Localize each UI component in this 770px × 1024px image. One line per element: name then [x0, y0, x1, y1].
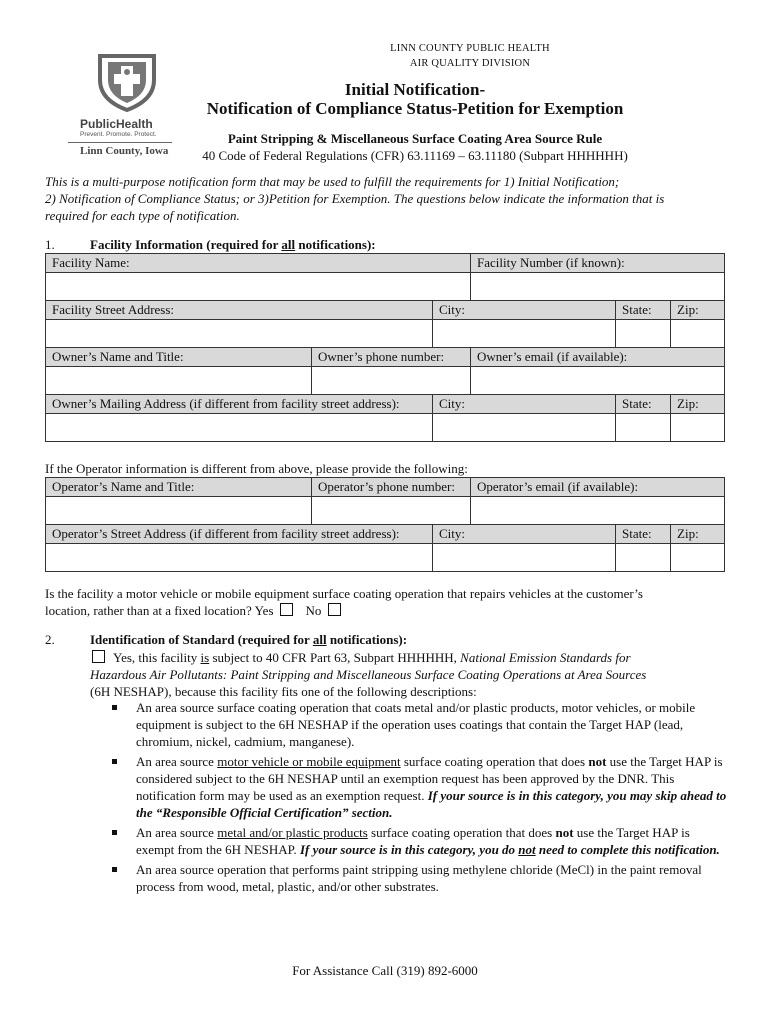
operator-state-label: State: [616, 525, 671, 544]
owner-name-field[interactable] [46, 367, 312, 395]
operator-city-label: City: [433, 525, 616, 544]
rule-title: Paint Stripping & Miscellaneous Surface Coating Area Source Rule [227, 131, 603, 146]
owner-email-label: Owner’s email (if available): [471, 348, 725, 367]
owner-zip-field[interactable] [671, 414, 725, 442]
no-label: No [305, 603, 322, 618]
operator-email-label: Operator’s email (if available): [471, 478, 725, 497]
facility-zip-label: Zip: [671, 301, 725, 320]
facility-name-field[interactable] [46, 273, 471, 301]
intro-line: required for each type of notification. [45, 208, 240, 223]
facility-zip-field[interactable] [671, 320, 725, 348]
subject-statement: Yes, this facility is subject to 40 CFR Part 63, Subpart HHHHHH, National Emission Standards for Hazardous Air Pollutants: Paint Stripping and Miscellaneous Surface Coating Operations at Area Sources (6H NESHAP), because this facility fits one of the following descriptions: [90, 650, 647, 699]
operator-street-label: Operator’s Street Address (if different from facility street address): [46, 525, 433, 544]
shield-cross-icon [68, 52, 186, 112]
footer-assistance: For Assistance Call (319) 892-6000 [292, 963, 478, 978]
regulation-reference: 40 Code of Federal Regulations (CFR) 63.11169 – 63.11180 (Subpart HHHHHH) [202, 148, 628, 163]
list-item: An area source surface coating operation that coats metal and/or plastic products, motor vehicles, or mobile equipment is subject to the 6H NESHAP if the operation uses coatings that contain the Target HAP (lead, chromium, nickel, cadmium, manganese). [110, 699, 730, 750]
operator-name-label: Operator’s Name and Title: [46, 478, 312, 497]
mobile-yes-checkbox[interactable] [280, 603, 293, 616]
operator-city-field[interactable] [433, 544, 616, 572]
logo-divider [68, 142, 172, 143]
section-2-number: 2. [45, 632, 55, 647]
operator-street-field[interactable] [46, 544, 433, 572]
owner-state-label: State: [616, 395, 671, 414]
intro-line: 2) Notification of Compliance Status; or 3)Petition for Exemption. The questions below indicate the information that is [45, 191, 665, 206]
operator-name-field[interactable] [46, 497, 312, 525]
list-item: An area source metal and/or plastic products surface coating operation that does not use the Target HAP is exempt from the 6H NESHAP. If your source is in this category, you do not need to complete this notification. [110, 824, 730, 858]
facility-number-label: Facility Number (if known): [471, 254, 725, 273]
agency-division: AIR QUALITY DIVISION [409, 58, 531, 69]
list-item: An area source motor vehicle or mobile equipment surface coating operation that does not use the Target HAP is considered subject to the 6H NESHAP until an exemption request has been approved by the DNR. This notification form may be used as an exemption request. If your source is in this category, you may skip ahead to the “Responsible Official Certification” section. [110, 753, 730, 821]
intro-line: This is a multi-purpose notification form that may be used to fulfill the requirements for 1) Initial Notification; [45, 174, 620, 189]
owner-mailing-field[interactable] [46, 414, 433, 442]
facility-street-label: Facility Street Address: [46, 301, 433, 320]
owner-zip-label: Zip: [671, 395, 725, 414]
owner-mailing-label: Owner’s Mailing Address (if different from facility street address): [46, 395, 433, 414]
owner-state-field[interactable] [616, 414, 671, 442]
operator-state-field[interactable] [616, 544, 671, 572]
section-2-title: Identification of Standard (required for all notifications): [90, 632, 408, 647]
facility-street-field[interactable] [46, 320, 433, 348]
mobile-no-checkbox[interactable] [328, 603, 341, 616]
owner-phone-field[interactable] [312, 367, 471, 395]
logo-county: Linn County, Iowa [80, 145, 169, 157]
facility-city-field[interactable] [433, 320, 616, 348]
facility-state-label: State: [616, 301, 671, 320]
question-line: location, rather than at a fixed location? Yes No [45, 602, 735, 619]
operator-info-table [45, 477, 725, 572]
owner-phone-label: Owner’s phone number: [312, 348, 471, 367]
operator-prompt: If the Operator information is different from above, please provide the following: [45, 461, 468, 476]
owner-name-label: Owner’s Name and Title: [46, 348, 312, 367]
owner-city-label: City: [433, 395, 616, 414]
subject-yes-checkbox[interactable] [92, 650, 105, 663]
form-title: Initial Notification- [344, 80, 486, 99]
facility-name-label: Facility Name: [46, 254, 471, 273]
linn-county-public-health-logo [68, 52, 186, 157]
intro-paragraph [45, 173, 735, 224]
description-list [110, 699, 730, 898]
section-1-number: 1. [45, 237, 55, 252]
operator-phone-label: Operator’s phone number: [312, 478, 471, 497]
operator-phone-field[interactable] [312, 497, 471, 525]
operator-zip-field[interactable] [671, 544, 725, 572]
section-1-title: Facility Information (required for all notifications): [90, 237, 376, 252]
form-subtitle: Notification of Compliance Status-Petition for Exemption [206, 99, 624, 118]
owner-email-field[interactable] [471, 367, 725, 395]
owner-city-field[interactable] [433, 414, 616, 442]
list-item: An area source operation that performs paint stripping using methylene chloride (MeCl) in the paint removal process from wood, metal, plastic, and/or other substrates. [110, 861, 730, 895]
logo-brand: PublicHealth [80, 117, 153, 131]
operator-email-field[interactable] [471, 497, 725, 525]
question-line: Is the facility a motor vehicle or mobile equipment surface coating operation that repairs vehicles at the customer’s [45, 586, 643, 601]
facility-state-field[interactable] [616, 320, 671, 348]
logo-tagline: Prevent. Promote. Protect. [80, 131, 157, 138]
facility-number-field[interactable] [471, 273, 725, 301]
agency-name: LINN COUNTY PUBLIC HEALTH [390, 43, 550, 54]
facility-info-table [45, 253, 725, 442]
mobile-equipment-question [45, 585, 735, 619]
operator-zip-label: Zip: [671, 525, 725, 544]
facility-city-label: City: [433, 301, 616, 320]
